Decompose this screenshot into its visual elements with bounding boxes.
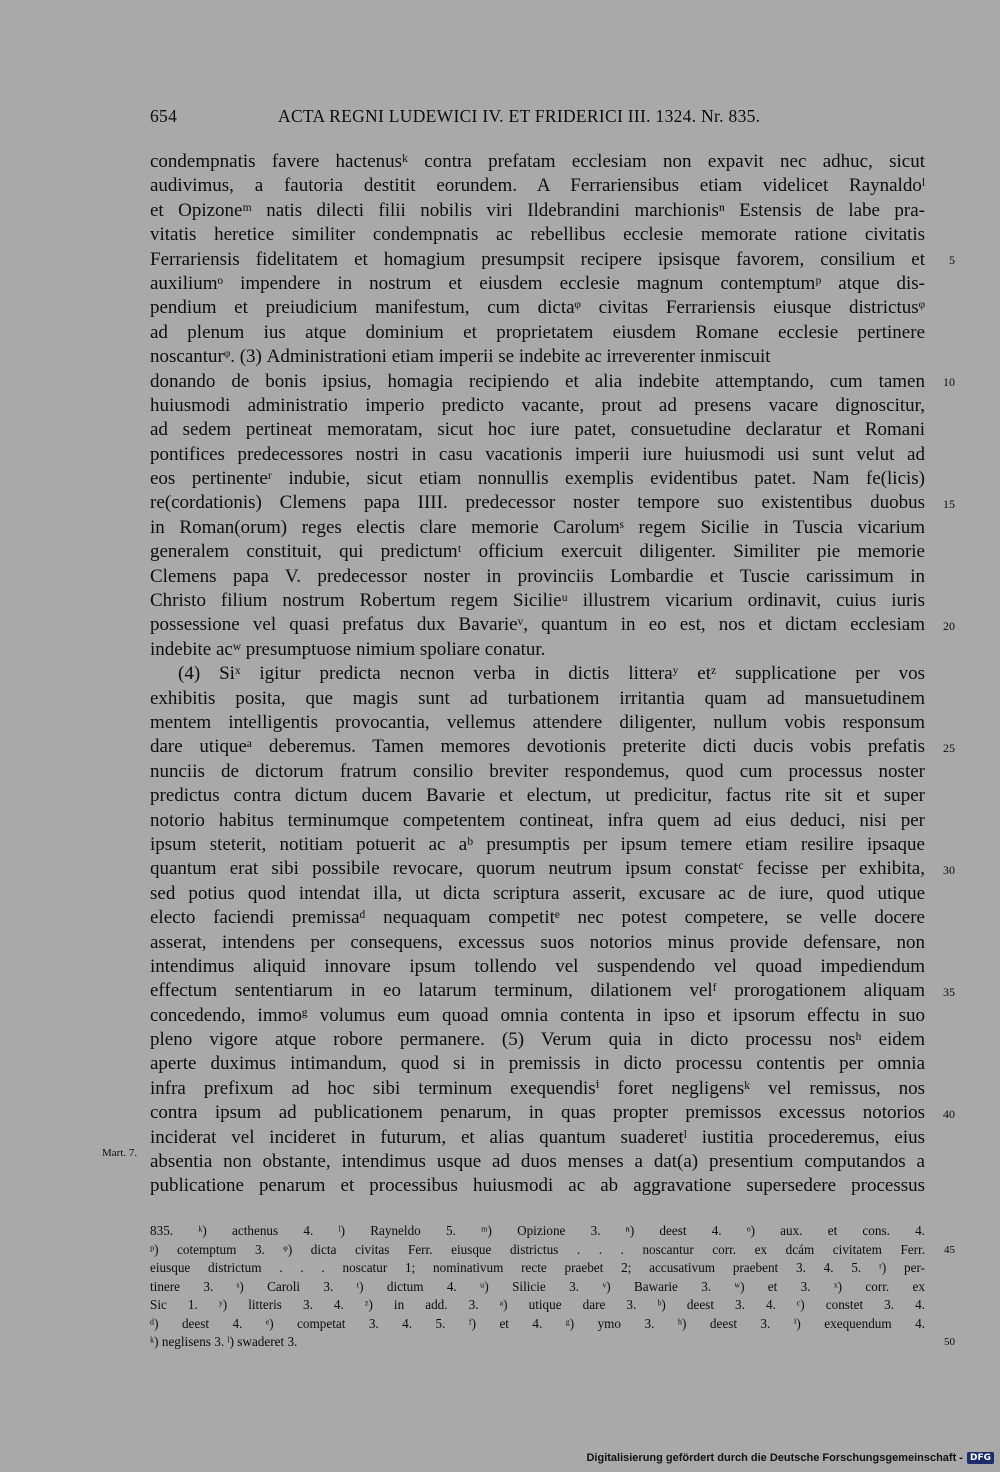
text-line: electo faciendi premissaᵈ nequaquam competitᵉ nec potest competere, se velle docere — [150, 907, 925, 929]
text-line: predictus contra dictum ducem Bavarie et electum, ut predicitur, factus rite sit et super — [150, 785, 925, 807]
text-line: dare utiqueᵃ deberemus. Tamen memores devotionis preterite dicti ducis vobis prefatis — [150, 736, 925, 758]
text-line: effectum sententiarum in eo latarum terminum, dilationem velᶠ prorogationem aliquam — [150, 980, 925, 1002]
text-line: condempnatis favere hactenusᵏ contra prefatam ecclesiam non expavit nec adhuc, sicut — [150, 151, 925, 172]
footnote-line-number: 45 — [944, 1243, 955, 1256]
text-line: aperte duximus intimandum, quod si in premissis in dicto processu contentis per omnia — [150, 1053, 925, 1075]
line-number: 35 — [943, 984, 955, 999]
text-line: contra ipsum ad publicationem penarum, in quas propter premissos excessus notorios — [150, 1102, 925, 1124]
line-number: 5 — [949, 252, 955, 267]
margin-date-note: Mart. 7. — [102, 1147, 138, 1159]
text-line: pontifices predecessores nostri in casu vacationis imperii iure huiusmodi usi sunt velut ad — [150, 443, 925, 465]
text-line: audivimus, a fautoria destitit eorundem. A Ferrariensibus etiam videlicet Raynaldoˡ — [150, 175, 925, 197]
text-line: generalem constituit, qui predictumᵗ officium exercuit diligenter. Similiter pie memorie — [150, 541, 925, 563]
text-line: donando de bonis ipsius, homagia recipiendo et alia indebite attemptando, cum tamen — [150, 370, 925, 392]
footnote-line-number: 50 — [944, 1336, 955, 1348]
text-line: sed potius quod intendat illa, ut dicta scriptura asserit, excusare ac de iure, quod utique — [150, 882, 925, 904]
text-line: vitatis heretice similiter condempnatis ac rebellibus ecclesie memorate ratione civitatis — [150, 224, 925, 246]
main-text — [150, 150, 955, 1199]
line-number: 15 — [943, 496, 955, 511]
text-line: possessione vel quasi prefatus dux Bavarieᵛ, quantum in eo est, nos et dictam ecclesiam — [150, 614, 925, 636]
text-line: eos pertinenteʳ indubie, sicut etiam nonnullis exemplis evidentibus patet. Nam fe(licis) — [150, 468, 925, 490]
text-line: et Opizoneᵐ natis dilecti filii nobilis viri Ildebrandini marchionisⁿ Estensis de labe pra- — [150, 199, 925, 221]
footnote-line: ᵈ) deest 4. ᵉ) competat 3. 4. 5. ᶠ) et 4. ᵍ) ymo 3. ʰ) deest 3. ⁱ) exequendum 4. — [150, 1315, 925, 1331]
text-line: mentem intelligentis provocantia, vellemus attendere diligenter, nullum vobis responsum — [150, 711, 925, 733]
text-line: ad plenum ius atque dominium et proprietatem eiusdem Romane ecclesie pertinere — [150, 321, 925, 343]
line-number: 20 — [943, 618, 955, 633]
text-line: exhibitis posita, que magis sunt ad turbationem irritantia quam ad mansuetudinem — [150, 687, 925, 709]
digitization-credit — [586, 1452, 994, 1464]
text-line: absentia non obstante, intendimus usque ad duos menses a dat(a) presentium computandos a — [150, 1151, 925, 1173]
line-number: 10 — [943, 374, 955, 389]
footnotes — [150, 1222, 955, 1352]
text-line: huiusmodi administratio imperio predicto vacante, prout ad presens vacare dignoscitur, — [150, 394, 925, 416]
dfg-logo: DFG — [967, 1452, 994, 1464]
text-line: Ferrariensis fidelitatem et homagium presumpsit recipere ipsisque favorem, consilium et — [150, 248, 925, 270]
footnote-line: eiusque districtum . . . noscatur 1; nominativum recte praebet 2; accusativum praebent 3. 4. 5. ʳ) per- — [150, 1260, 925, 1275]
text-line: pleno vigore atque robore permanere. (5) Verum quia in dicto processu nosʰ eidem — [150, 1029, 925, 1051]
text-line: ad sedem pertineat memoratam, sicut hoc iure patet, consuetudine declaratur et Romani — [150, 419, 925, 441]
page-number: 654 — [150, 106, 178, 126]
credit-text: Digitalisierung gefördert durch die Deutsche Forschungsgemeinschaft - — [586, 1452, 963, 1464]
line-number: 25 — [943, 740, 955, 755]
text-line: asserat, intendens per consequens, excessus suos notorios minus provide defensare, non — [150, 931, 925, 953]
text-line: concedendo, immoᵍ volumus eum quoad omnia contenta in ipso et ipsorum effectu in suo — [150, 1004, 925, 1026]
text-line: Clemens papa V. predecessor noster in provinciis Lombardie et Tuscie carissimum in — [150, 565, 925, 587]
text-line: inciderat vel incideret in futurum, et alias quantum suaderetˡ iustitia procederemus, eius — [150, 1126, 925, 1148]
text-line: infra prefixum ad hoc sibi terminum exequendisⁱ foret negligensᵏ vel remissus, nos — [150, 1077, 925, 1099]
text-line: ipsum steterit, notitiam potuerit ac aᵇ presumptis per ipsum temere etiam resilire ipsaque — [150, 833, 925, 855]
text-line: quantum erat sibi possibile revocare, quorum neutrum ipsum constatᶜ fecisse per exhibita, — [150, 858, 925, 880]
text-line: publicatione penarum et processibus huiusmodi ac ab aggravatione supersedere processus — [150, 1175, 925, 1197]
text-line: Christo filium nostrum Robertum regem Sicilieᵘ illustrem vicarium ordinavit, cuius iuris — [150, 590, 925, 612]
line-number: 30 — [943, 862, 955, 877]
footnote-line: tinere 3. ˢ) Caroli 3. ᵗ) dictum 4. ᵘ) Silicie 3. ᵛ) Bawarie 3. ʷ) et 3. ˣ) corr. ex — [150, 1278, 925, 1294]
text-line: noscanturᵠ. (3) Administrationi etiam imperii se indebite ac irreverenter inmiscuit — [150, 346, 771, 368]
text-line: indebite acʷ presumptuose nimium spoliare conatur. — [150, 638, 546, 660]
running-title: ACTA REGNI LUDEWICI IV. ET FRIDERICI III. 1324. Nr. 835. — [278, 106, 761, 126]
text-line: re(cordationis) Clemens papa IIII. predecessor noster tempore suo existentibus duobus — [150, 492, 925, 514]
text-line: auxiliumᵒ impendere in nostrum et eiusdem ecclesie magnum contemptumᵖ atque dis- — [150, 272, 925, 294]
footnote-line: ᵖ) cotemptum 3. ᵠ) dicta civitas Ferr. eiusque districtus . . . noscantur corr. ex dcám civitatem Ferr. — [150, 1241, 925, 1257]
footnote-line: ᵏ) neglisens 3. ˡ) swaderet 3. — [150, 1334, 298, 1349]
text-line: intendimus aliquid innovare ipsum tollendo vel suspendendo vel quoad impediendum — [150, 955, 925, 977]
text-line: in Roman(orum) reges electis clare memorie Carolumˢ regem Sicilie in Tuscia vicarium — [150, 516, 925, 538]
footnote-line: Sic 1. ʸ) litteris 3. 4. ᶻ) in add. 3. ᵃ) utique dare 3. ᵇ) deest 3. 4. ᶜ) constet 3. 4. — [150, 1297, 925, 1312]
text-line: pendium et preiudicium manifestum, cum dictaᵠ civitas Ferrariensis eiusque districtusᵠ — [150, 297, 925, 319]
text-line: notorio habitus terminumque competentem contineat, infra quem ad eius deduci, nisi per — [150, 809, 925, 831]
footnote-line: 835. ᵏ) acthenus 4. ˡ) Rayneldo 5. ᵐ) Opizione 3. ⁿ) deest 4. ᵒ) aux. et cons. 4. — [150, 1223, 925, 1238]
text-line: (4) Siˣ igitur predicta necnon verba in dictis litteraʸ etᶻ supplicatione per vos — [178, 663, 925, 685]
line-number: 40 — [943, 1106, 955, 1121]
text-line: nunciis de dictorum fratrum consilio breviter respondemus, quod cum processus noster — [150, 760, 925, 782]
